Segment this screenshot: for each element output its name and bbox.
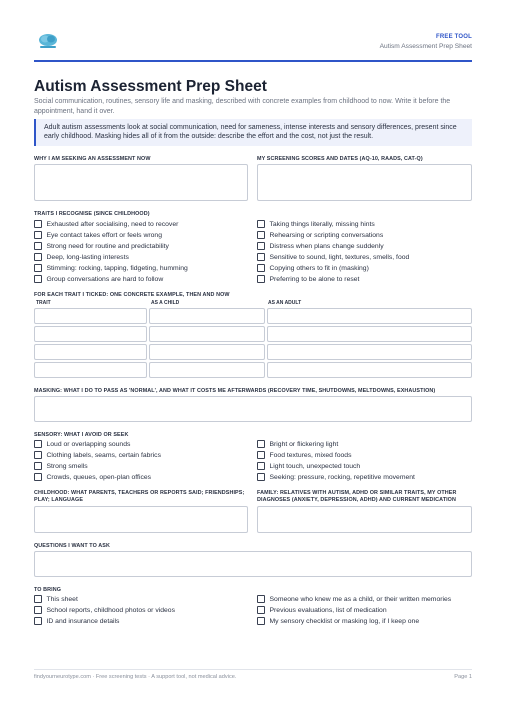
footer-divider xyxy=(34,669,472,670)
trait-label: Copying others to fit in (masking) xyxy=(269,264,369,272)
free-tool-tag: FREE TOOL xyxy=(435,34,472,40)
trait-checkbox-row[interactable] xyxy=(34,219,178,229)
bring-checkbox-row[interactable] xyxy=(34,605,175,615)
sensory-checkbox-row[interactable] xyxy=(257,472,415,482)
checkbox[interactable] xyxy=(34,462,42,470)
trait-label: Deep, long-lasting interests xyxy=(46,253,129,261)
checkbox[interactable] xyxy=(257,606,265,614)
bring-label: TO BRING xyxy=(34,587,62,593)
checkbox[interactable] xyxy=(257,242,265,250)
trait-label: Taking things literally, missing hints xyxy=(269,220,375,228)
table-cell-adult[interactable] xyxy=(267,362,472,378)
header-subtitle: Autism Assessment Prep Sheet xyxy=(379,43,472,50)
checkbox[interactable] xyxy=(257,617,265,625)
checkbox[interactable] xyxy=(257,440,265,448)
table-cell-child[interactable] xyxy=(149,344,265,360)
trait-label: Stimming: rocking, tapping, fidgeting, humming xyxy=(46,264,188,272)
checkbox[interactable] xyxy=(257,275,265,283)
trait-label: Group conversations are hard to follow xyxy=(46,275,164,283)
sensory-label-text: Crowds, queues, open-plan offices xyxy=(46,473,152,481)
sensory-checkbox-row[interactable] xyxy=(34,450,161,460)
checkbox[interactable] xyxy=(34,451,42,459)
bring-label-text: Someone who knew me as a child, or their written memories xyxy=(269,595,452,603)
masking-field[interactable] xyxy=(34,396,472,422)
bring-checkbox-row[interactable] xyxy=(257,616,419,626)
trait-checkbox-row[interactable] xyxy=(257,241,384,251)
trait-checkbox-row[interactable] xyxy=(34,252,129,262)
bring-checkbox-row[interactable] xyxy=(257,594,451,604)
checkbox[interactable] xyxy=(257,595,265,603)
checkbox[interactable] xyxy=(34,220,42,228)
trait-checkbox-row[interactable] xyxy=(257,263,369,273)
bring-label-text: ID and insurance details xyxy=(46,617,120,625)
checkbox[interactable] xyxy=(34,595,42,603)
scores-label: MY SCREENING SCORES AND DATES (AQ-10, RAADS, CAT-Q) xyxy=(257,156,423,162)
sensory-label-text: Bright or flickering light xyxy=(269,440,339,448)
traits-label: TRAITS I RECOGNISE (SINCE CHILDHOOD) xyxy=(34,211,150,217)
sensory-label-text: Food textures, mixed foods xyxy=(269,451,352,459)
page-title: Autism Assessment Prep Sheet xyxy=(34,78,267,95)
sensory-checkbox-row[interactable] xyxy=(257,450,351,460)
trait-checkbox-row[interactable] xyxy=(257,219,375,229)
trait-label: Sensitive to sound, light, textures, smells, food xyxy=(269,253,410,261)
trait-checkbox-row[interactable] xyxy=(257,274,359,284)
sensory-label-text: Strong smells xyxy=(46,462,88,470)
checkbox[interactable] xyxy=(257,462,265,470)
checkbox[interactable] xyxy=(257,473,265,481)
trait-label: Eye contact takes effort or feels wrong xyxy=(46,231,162,239)
table-header-adult: AS AN ADULT xyxy=(268,300,302,306)
table-cell-child[interactable] xyxy=(149,326,265,342)
examples-label: FOR EACH TRAIT I TICKED: ONE CONCRETE EXAMPLE, THEN AND NOW xyxy=(34,292,230,298)
info-callout: Adult autism assessments look at social communication, need for sameness, intense interests and sensory differences, present since early childhood. Masking hides all of it from the outside: describe the effort and the cost, not just the result. xyxy=(34,119,472,146)
checkbox[interactable] xyxy=(257,220,265,228)
sensory-checkbox-row[interactable] xyxy=(257,439,338,449)
bring-label-text: This sheet xyxy=(46,595,78,603)
checkbox[interactable] xyxy=(34,275,42,283)
trait-label: Strong need for routine and predictability xyxy=(46,242,169,250)
checkbox[interactable] xyxy=(34,617,42,625)
table-cell-child[interactable] xyxy=(149,362,265,378)
masking-label: MASKING: WHAT I DO TO PASS AS 'NORMAL', AND WHAT IT COSTS ME AFTERWARDS (RECOVERY TIME, SHUTDOWNS, MELTDOWNS, EXHAUSTION) xyxy=(34,388,436,394)
bring-checkbox-row[interactable] xyxy=(257,605,387,615)
checkbox[interactable] xyxy=(257,231,265,239)
trait-label: Exhausted after socialising, need to recover xyxy=(46,220,179,228)
sensory-label-text: Clothing labels, seams, certain fabrics xyxy=(46,451,161,459)
family-field[interactable] xyxy=(257,506,472,533)
trait-checkbox-row[interactable] xyxy=(34,274,163,284)
table-header-trait: TRAIT xyxy=(36,300,51,306)
trait-checkbox-row[interactable] xyxy=(34,241,169,251)
trait-checkbox-row[interactable] xyxy=(257,230,383,240)
trait-label: Distress when plans change suddenly xyxy=(269,242,384,250)
table-cell-trait[interactable] xyxy=(34,344,147,360)
trait-label: Rehearsing or scripting conversations xyxy=(269,231,384,239)
checkbox[interactable] xyxy=(34,606,42,614)
page-number: Page 1 xyxy=(454,674,472,680)
table-cell-adult[interactable] xyxy=(267,326,472,342)
table-header-child: AS A CHILD xyxy=(151,300,180,306)
bring-checkbox-row[interactable] xyxy=(34,594,78,604)
sensory-label-text: Seeking: pressure, rocking, repetitive movement xyxy=(269,473,415,481)
bring-label-text: Previous evaluations, list of medication xyxy=(269,606,387,614)
questions-label: QUESTIONS I WANT TO ASK xyxy=(34,543,110,549)
checkbox[interactable] xyxy=(34,440,42,448)
sensory-checkbox-row[interactable] xyxy=(34,461,88,471)
sensory-checkbox-row[interactable] xyxy=(34,472,151,482)
checkbox[interactable] xyxy=(34,253,42,261)
brain-logo-icon xyxy=(36,32,60,50)
childhood-field[interactable] xyxy=(34,506,248,533)
table-cell-adult[interactable] xyxy=(267,344,472,360)
scores-field[interactable] xyxy=(257,164,472,201)
why-field[interactable] xyxy=(34,164,248,201)
table-cell-trait[interactable] xyxy=(34,326,147,342)
bring-checkbox-row[interactable] xyxy=(34,616,119,626)
bring-label-text: School reports, childhood photos or videos xyxy=(46,606,175,614)
trait-label: Preferring to be alone to reset xyxy=(269,275,360,283)
checkbox[interactable] xyxy=(34,264,42,272)
sensory-checkbox-row[interactable] xyxy=(34,439,130,449)
checkbox[interactable] xyxy=(257,264,265,272)
sensory-checkbox-row[interactable] xyxy=(257,461,360,471)
questions-field[interactable] xyxy=(34,551,472,577)
family-label: FAMILY: RELATIVES WITH AUTISM, ADHD OR SIMILAR TRAITS, MY OTHER DIAGNOSES (ANXIETY, DEPRESSION, ADHD) AND CURRENT MEDICATION xyxy=(257,490,457,503)
page-subtitle: Social communication, routines, sensory life and masking, described with concrete examples from childhood to now. Write it before the appointment, hand it over. xyxy=(34,98,451,115)
checkbox[interactable] xyxy=(34,242,42,250)
table-cell-trait[interactable] xyxy=(34,308,147,324)
sensory-label-text: Light touch, unexpected touch xyxy=(269,462,361,470)
childhood-label: CHILDHOOD: WHAT PARENTS, TEACHERS OR REPORTS SAID; FRIENDSHIPS; PLAY; LANGUAGE xyxy=(34,490,245,503)
why-label: WHY I AM SEEKING AN ASSESSMENT NOW xyxy=(34,156,151,162)
trait-checkbox-row[interactable] xyxy=(257,252,409,262)
footer-note: findyourneurotype.com · Free screening tests · A support tool, not medical advice. xyxy=(34,674,237,680)
checkbox[interactable] xyxy=(257,451,265,459)
table-cell-trait[interactable] xyxy=(34,362,147,378)
table-cell-child[interactable] xyxy=(149,308,265,324)
checkbox[interactable] xyxy=(34,473,42,481)
trait-checkbox-row[interactable] xyxy=(34,230,162,240)
checkbox[interactable] xyxy=(34,231,42,239)
header-meta xyxy=(380,34,472,50)
trait-checkbox-row[interactable] xyxy=(34,263,188,273)
sensory-label-text: Loud or overlapping sounds xyxy=(46,440,131,448)
bring-label-text: My sensory checklist or masking log, if I keep one xyxy=(269,617,420,625)
header-divider xyxy=(34,60,472,62)
sensory-label: SENSORY: WHAT I AVOID OR SEEK xyxy=(34,432,129,438)
checkbox[interactable] xyxy=(257,253,265,261)
table-cell-adult[interactable] xyxy=(267,308,472,324)
